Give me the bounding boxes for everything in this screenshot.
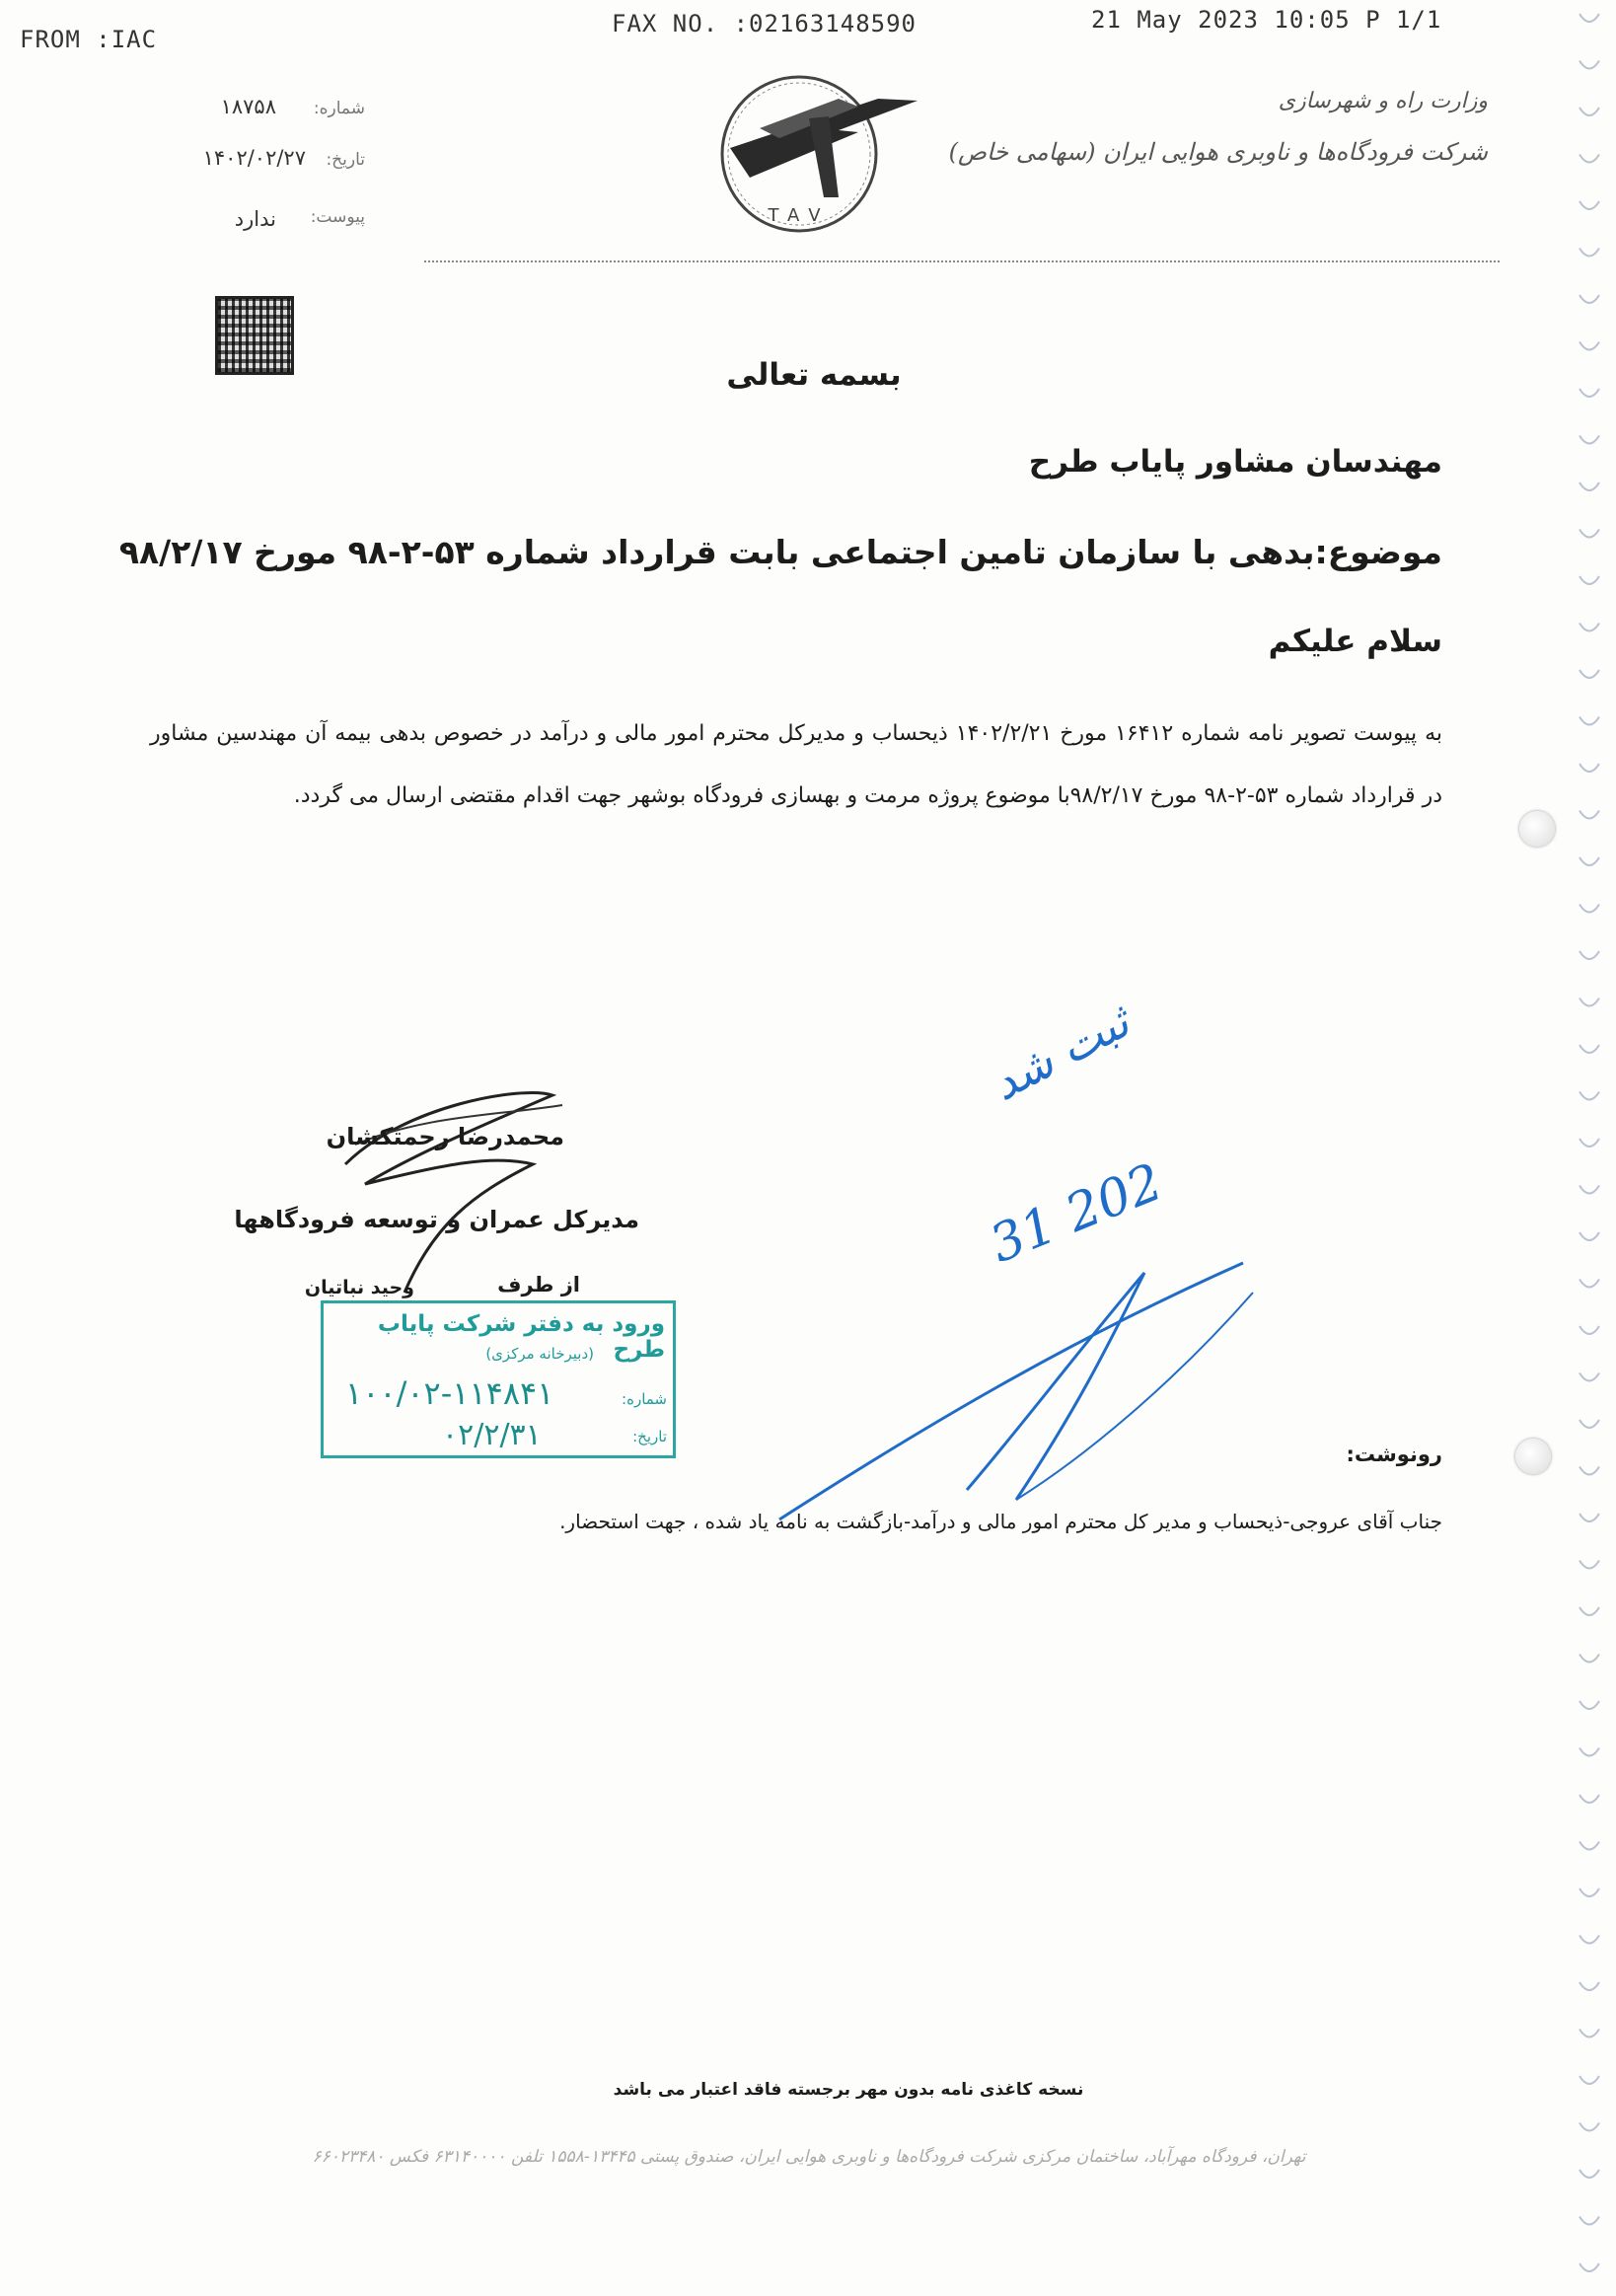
stamp-date-label: تاریخ: bbox=[632, 1428, 667, 1445]
fax-datetime: 21 May 2023 10:05 P 1/1 bbox=[1091, 6, 1442, 34]
punch-hole-arc bbox=[1579, 1420, 1599, 1428]
fax-from: FROM :IAC bbox=[20, 26, 158, 53]
handwritten-strokes bbox=[770, 1253, 1263, 1529]
punch-hole-arc bbox=[1579, 1186, 1599, 1194]
company-name: شرکت فرودگاه‌ها و ناوبری هوایی ایران (سهامی خاص) bbox=[948, 138, 1488, 166]
punch-hole-arc bbox=[1579, 576, 1599, 584]
punch-hole-arc bbox=[1579, 482, 1599, 490]
on-behalf-name: وحید نباتیان bbox=[304, 1277, 414, 1298]
punch-hole-large bbox=[1515, 1439, 1551, 1474]
recipient: مهندسان مشاور پایاب طرح bbox=[1028, 444, 1442, 480]
punch-hole-arc bbox=[1579, 389, 1599, 397]
attachment-value: ندارد bbox=[234, 207, 276, 231]
handwritten-note: ثبت شد bbox=[983, 995, 1139, 1111]
punch-hole-arc bbox=[1579, 2170, 1599, 2178]
punch-hole-arc bbox=[1579, 1936, 1599, 1944]
punch-hole-arc bbox=[1579, 2030, 1599, 2037]
punch-hole-arc bbox=[1579, 61, 1599, 69]
punch-hole-arc bbox=[1579, 670, 1599, 678]
date-value: ۱۴۰۲/۰۲/۲۷ bbox=[202, 146, 306, 170]
from-label: از طرف bbox=[497, 1273, 580, 1296]
footer-validity-note: نسخه کاغذی نامه بدون مهر برجسته فاقد اعتبار می باشد bbox=[613, 2080, 1084, 2100]
fax-number: FAX NO. :02163148590 bbox=[612, 10, 917, 37]
punch-hole-arc bbox=[1579, 14, 1599, 22]
punch-hole-arc bbox=[1579, 1748, 1599, 1756]
company-logo bbox=[691, 59, 927, 237]
punch-hole-arc bbox=[1579, 764, 1599, 772]
cc-label: رونوشت: bbox=[1346, 1443, 1442, 1466]
punch-hole-arc bbox=[1579, 1982, 1599, 1990]
stamp-subtitle: (دبیرخانه مرکزی) bbox=[485, 1345, 594, 1363]
subject-line: موضوع:بدهی با سازمان تامین اجتماعی بابت قرارداد شماره ۵۳-۲-۹۸ مورخ ۹۸/۲/۱۷ bbox=[118, 533, 1442, 571]
punch-hole-arc bbox=[1579, 1795, 1599, 1803]
punch-hole-arc bbox=[1579, 1607, 1599, 1615]
footer-address: تهران، فرودگاه مهرآباد، ساختمان مرکزی شرکت فرودگاه‌ها و ناوبری هوایی ایران، صندوق پستی ۱۳۴۴۵-۱۵۵۸ تلفن ۶۳۱۴۰۰۰۰ فکس ۶۶۰۲۳۴۸۰ bbox=[312, 2147, 1306, 2167]
punch-hole-arc bbox=[1579, 1561, 1599, 1569]
logo-text: TAV bbox=[768, 205, 831, 226]
punch-hole-arc bbox=[1579, 1280, 1599, 1288]
punch-hole-arc bbox=[1579, 1701, 1599, 1709]
punch-hole-arc bbox=[1579, 2263, 1599, 2271]
punch-hole-arc bbox=[1579, 1373, 1599, 1381]
receipt-stamp bbox=[321, 1300, 676, 1458]
punch-hole-arc bbox=[1579, 342, 1599, 350]
bismillah: بسمه تعالی bbox=[726, 357, 902, 393]
punch-hole-arc bbox=[1579, 436, 1599, 444]
punch-hole-arc bbox=[1579, 857, 1599, 865]
punch-hole-arc bbox=[1579, 1842, 1599, 1850]
punch-hole-arc bbox=[1579, 295, 1599, 303]
punch-hole-arc bbox=[1579, 1467, 1599, 1475]
punch-hole-arc bbox=[1579, 201, 1599, 209]
punch-hole-arc bbox=[1579, 108, 1599, 115]
punch-hole-arc bbox=[1579, 1092, 1599, 1100]
punch-hole-arc bbox=[1579, 951, 1599, 959]
stamp-date-value: ۰۲/۲/۳۱ bbox=[442, 1418, 542, 1452]
attachment-label: پیوست: bbox=[310, 207, 365, 227]
signatory-name: محمدرضا رحمتکشان bbox=[326, 1123, 564, 1150]
letter-body: به پیوست تصویر نامه شماره ۱۶۴۱۲ مورخ ۱۴۰۲/۲/۲۱ ذیحساب و مدیرکل محترم امور مالی و درآمد در خصوص بدهی بیمه آن مهندسین مشاور در قرارداد شماره ۵۳-۲-۹۸ مورخ ۹۸/۲/۱۷با موضوع پروژه مرمت و بهسازی فرودگاه بوشهر جهت اقدام مقتضی ارسال می گردد. bbox=[150, 721, 1442, 808]
punch-hole-arc bbox=[1579, 1232, 1599, 1240]
punch-holes bbox=[1575, 0, 1604, 2292]
letter-meta bbox=[187, 95, 365, 249]
punch-hole-arc bbox=[1579, 2076, 1599, 2084]
punch-hole-arc bbox=[1579, 1139, 1599, 1147]
number-label: شماره: bbox=[313, 99, 365, 118]
number-value: ۱۸۷۵۸ bbox=[220, 95, 276, 118]
punch-hole-arc bbox=[1579, 905, 1599, 913]
stamp-number-value: ۱۰۰/۰۲-۱۱۴۸۴۱ bbox=[345, 1374, 554, 1412]
punch-hole-arc bbox=[1579, 1326, 1599, 1334]
punch-hole-arc bbox=[1579, 2123, 1599, 2131]
punch-hole-arc bbox=[1579, 1655, 1599, 1663]
date-label: تاریخ: bbox=[326, 150, 365, 170]
ministry-name: وزارت راه و شهرسازی bbox=[1278, 89, 1488, 113]
cc-text: جناب آقای عروجی-ذیحساب و مدیر کل محترم امور مالی و درآمد-بازگشت به نامه یاد شده ، جهت استحضار. bbox=[559, 1510, 1442, 1533]
stamp-number-label: شماره: bbox=[622, 1390, 667, 1408]
punch-hole-arc bbox=[1579, 624, 1599, 631]
punch-hole-arc bbox=[1579, 717, 1599, 725]
punch-hole-large bbox=[1519, 811, 1555, 847]
handwritten-number: 31 202 bbox=[982, 1152, 1171, 1275]
header-divider bbox=[424, 260, 1500, 262]
punch-hole-arc bbox=[1579, 1889, 1599, 1896]
stamp-title: ورود به دفتر شرکت پایاب طرح bbox=[377, 1311, 665, 1363]
punch-hole-arc bbox=[1579, 2217, 1599, 2225]
punch-hole-arc bbox=[1579, 155, 1599, 163]
signatory-title: مدیرکل عمران و توسعه فرودگاهها bbox=[234, 1206, 639, 1233]
greeting: سلام علیکم bbox=[1268, 624, 1442, 659]
punch-hole-arc bbox=[1579, 811, 1599, 819]
punch-hole-arc bbox=[1579, 1045, 1599, 1053]
handwritten-signature bbox=[326, 1046, 582, 1302]
punch-hole-arc bbox=[1579, 1514, 1599, 1521]
punch-hole-arc bbox=[1579, 249, 1599, 257]
qr-code bbox=[215, 296, 294, 375]
punch-hole-arc bbox=[1579, 999, 1599, 1006]
punch-hole-arc bbox=[1579, 530, 1599, 538]
